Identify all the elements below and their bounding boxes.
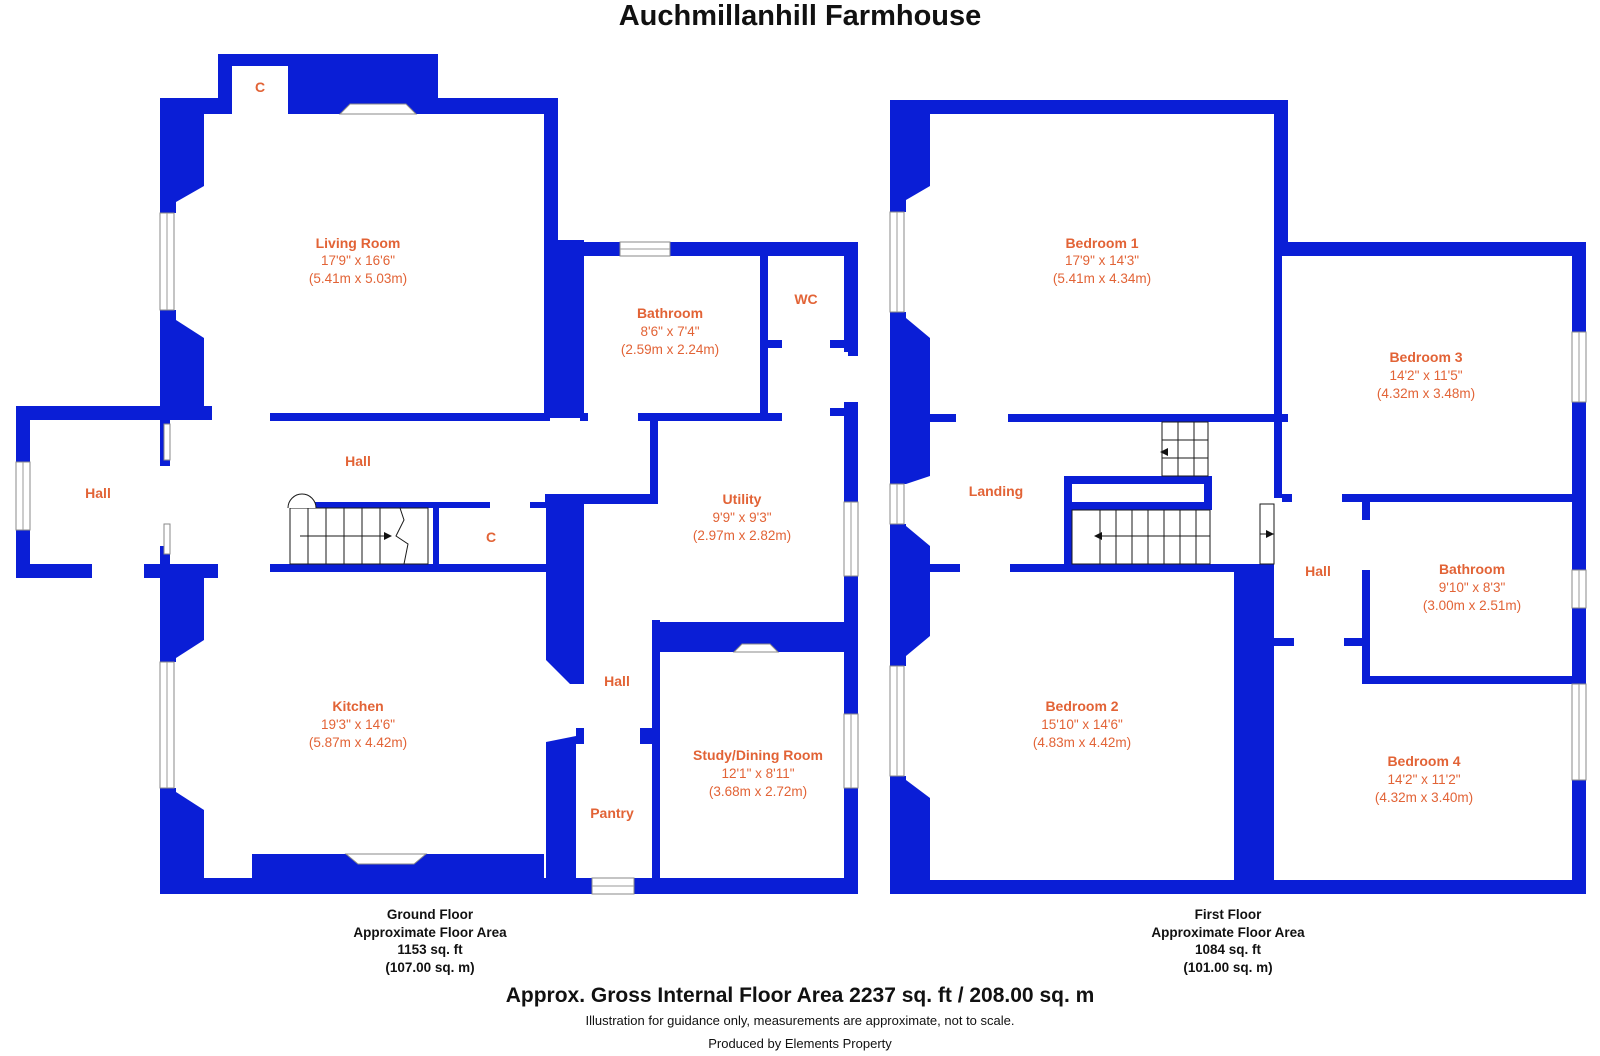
svg-text:Kitchen: Kitchen: [332, 698, 384, 714]
svg-text:17'9" x 16'6": 17'9" x 16'6": [320, 253, 396, 268]
credit: Produced by Elements Property: [708, 1036, 892, 1051]
svg-text:8'6" x 7'4": 8'6" x 7'4": [640, 324, 700, 339]
room-label-bedroom-1: [1053, 235, 1151, 286]
ground-floor-label: Ground Floor: [386, 907, 474, 922]
svg-text:(4.32m x 3.40m): (4.32m x 3.40m): [1374, 790, 1474, 805]
room-label-bathroom-first: [1423, 561, 1521, 613]
svg-text:9'10" x 8'3": 9'10" x 8'3": [1438, 580, 1506, 595]
first-floor-caption: [1068, 906, 1388, 976]
svg-text:(2.97m x 2.82m): (2.97m x 2.82m): [692, 528, 792, 543]
svg-text:17'9" x 14'3": 17'9" x 14'3": [1064, 253, 1140, 268]
ground-floor-area-caption: Approximate Floor Area: [353, 924, 507, 940]
svg-text:19'3" x 14'6": 19'3" x 14'6": [320, 717, 396, 732]
first-floor-area-sqft: 1084 sq. ft: [1194, 942, 1262, 957]
room-label-hall-south: Hall: [604, 673, 630, 689]
plan-title: Auchmillanhill Farmhouse: [618, 0, 982, 32]
svg-text:9'9" x 9'3": 9'9" x 9'3": [712, 510, 772, 525]
svg-text:Utility: Utility: [722, 491, 762, 507]
room-label-study: [693, 747, 823, 799]
svg-text:15'10" x 14'6": 15'10" x 14'6": [1041, 717, 1123, 732]
svg-text:Bedroom 1: Bedroom 1: [1065, 235, 1139, 251]
svg-text:(5.87m x 4.42m): (5.87m x 4.42m): [308, 735, 408, 750]
room-label-bedroom-2: [1033, 698, 1131, 750]
svg-text:(4.83m x 4.42m): (4.83m x 4.42m): [1032, 735, 1132, 750]
room-label-utility: [693, 491, 791, 543]
disclaimer: Illustration for guidance only, measurements are approximate, not to scale.: [585, 1013, 1015, 1028]
room-label-bedroom-3: [1377, 349, 1475, 401]
room-label-cupboard-top: C: [254, 79, 266, 95]
ground-floor-caption: [270, 906, 590, 976]
svg-text:(3.68m x 2.72m): (3.68m x 2.72m): [708, 784, 808, 799]
room-label-pantry: Pantry: [590, 805, 634, 821]
svg-text:(2.59m x 2.24m): (2.59m x 2.24m): [620, 342, 720, 357]
svg-text:Study/Dining Room: Study/Dining Room: [693, 747, 823, 763]
first-floor-label: First Floor: [1194, 907, 1262, 922]
gross-internal-area: Approx. Gross Internal Floor Area 2237 sq. ft / 208.00 sq. m: [505, 984, 1095, 1007]
svg-text:14'2" x 11'5": 14'2" x 11'5": [1389, 368, 1463, 383]
ground-floor-area-sqft: 1153 sq. ft: [397, 942, 463, 957]
room-label-living-room: [309, 235, 407, 286]
svg-text:Bedroom 3: Bedroom 3: [1389, 349, 1463, 365]
svg-text:Bathroom: Bathroom: [636, 305, 704, 321]
svg-text:12'1" x 8'11": 12'1" x 8'11": [721, 766, 795, 781]
room-label-bedroom-4: [1375, 753, 1473, 805]
svg-text:(5.41m x 5.03m): (5.41m x 5.03m): [308, 271, 408, 286]
first-floor-staircase: [1072, 422, 1274, 564]
room-label-landing: Landing: [968, 483, 1024, 499]
first-floor-area-caption: Approximate Floor Area: [1151, 924, 1305, 940]
room-label-kitchen: [309, 698, 407, 750]
first-floor-area-sqm: (101.00 sq. m): [1183, 959, 1273, 975]
svg-text:Bedroom 4: Bedroom 4: [1387, 753, 1461, 769]
svg-text:Bathroom: Bathroom: [1438, 561, 1506, 577]
ground-floor-area-sqm: (107.00 sq. m): [385, 959, 475, 975]
room-label-wc: WC: [794, 291, 818, 307]
room-label-hall-west: Hall: [85, 485, 111, 501]
room-label-hall-central: Hall: [345, 453, 371, 469]
room-label-hall-first: Hall: [1305, 563, 1331, 579]
svg-text:(5.41m x 4.34m): (5.41m x 4.34m): [1052, 271, 1152, 286]
svg-text:(4.32m x 3.48m): (4.32m x 3.48m): [1376, 386, 1476, 401]
room-label-bathroom-ground: [621, 305, 719, 357]
svg-text:(3.00m x 2.51m): (3.00m x 2.51m): [1422, 598, 1522, 613]
svg-text:14'2" x 11'2": 14'2" x 11'2": [1387, 772, 1461, 787]
room-label-cupboard-stairs: C: [485, 529, 497, 545]
svg-text:Living Room: Living Room: [315, 235, 401, 251]
svg-text:Bedroom 2: Bedroom 2: [1045, 698, 1119, 714]
